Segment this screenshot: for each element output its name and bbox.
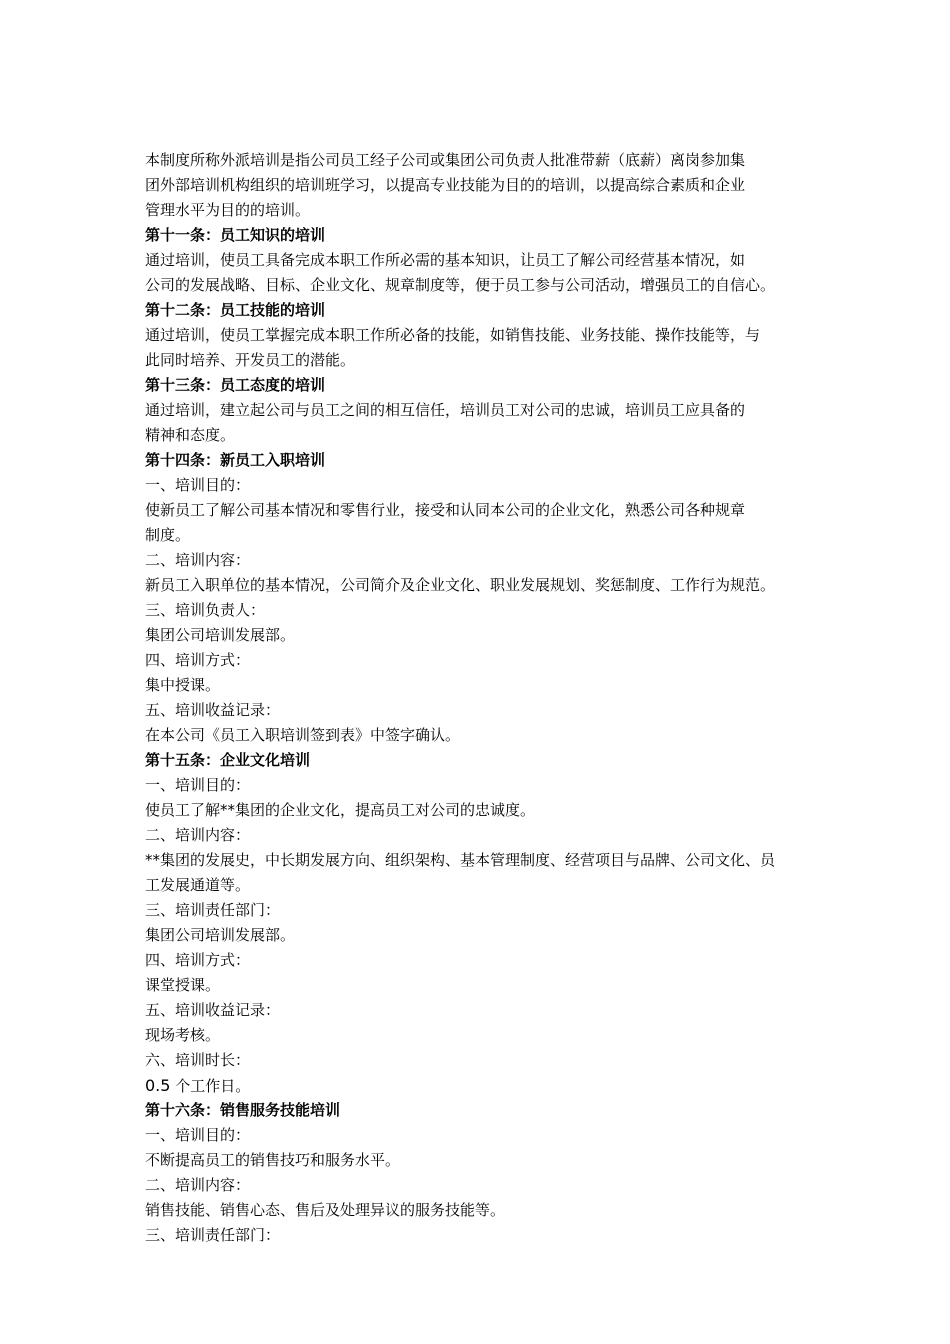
article-14-section-5-label: 五、培训收益记录： (145, 701, 281, 719)
intro-line-1: 本制度所称外派培训是指公司员工经子公司或集团公司负责人批准带薪（底薪）离岗参加集 (145, 151, 746, 169)
training-duration-unit: 个工作日。 (170, 1077, 251, 1095)
article-13-heading: 第十三条：员工态度的培训 (145, 376, 326, 394)
article-12-line-2: 此同时培养、开发员工的潜能。 (145, 351, 356, 369)
intro-line-2: 团外部培训机构组织的培训班学习，以提高专业技能为目的的培训，以提高综合素质和企业 (145, 176, 746, 194)
article-12-heading: 第十二条：员工技能的培训 (145, 301, 326, 319)
article-14-section-1-line-2: 制度。 (145, 526, 191, 544)
intro-line-3: 管理水平为目的的培训。 (145, 201, 311, 219)
article-15-section-1-label: 一、培训目的： (145, 776, 251, 794)
article-14-section-2-text: 新员工入职单位的基本情况，公司简介及企业文化、职业发展规划、奖惩制度、工作行为规范。 (145, 576, 776, 594)
article-16-section-2-label: 二、培训内容： (145, 1176, 251, 1194)
article-16-section-2-text: 销售技能、销售心态、售后及处理异议的服务技能等。 (145, 1201, 506, 1219)
training-duration-value: 0.5 (145, 1076, 171, 1095)
article-15-section-3-text: 集团公司培训发展部。 (145, 926, 296, 944)
article-15-section-5-text: 现场考核。 (145, 1026, 221, 1044)
document-page (145, 148, 825, 1248)
article-14-heading: 第十四条：新员工入职培训 (145, 451, 326, 469)
article-15-section-6-label: 六、培训时长： (145, 1051, 251, 1069)
article-15-section-3-label: 三、培训责任部门： (145, 901, 281, 919)
article-15-section-2-label: 二、培训内容： (145, 826, 251, 844)
article-11-line-2: 公司的发展战略、目标、企业文化、规章制度等，便于员工参与公司活动，增强员工的自信心。 (145, 276, 776, 294)
article-15-section-1-text: 使员工了解**集团的企业文化，提高员工对公司的忠诚度。 (145, 801, 536, 819)
article-14-section-1-label: 一、培训目的： (145, 476, 251, 494)
article-14-section-1-line-1: 使新员工了解公司基本情况和零售行业，接受和认同本公司的企业文化，熟悉公司各种规章 (145, 501, 746, 519)
article-16-section-1-text: 不断提高员工的销售技巧和服务水平。 (145, 1151, 401, 1169)
article-12-line-1: 通过培训，使员工掌握完成本职工作所必备的技能，如销售技能、业务技能、操作技能等，与 (145, 326, 761, 344)
article-15-section-4-label: 四、培训方式： (145, 951, 251, 969)
article-16-section-1-label: 一、培训目的： (145, 1126, 251, 1144)
article-15-section-5-label: 五、培训收益记录： (145, 1001, 281, 1019)
article-15-section-2-line-1: **集团的发展史，中长期发展方向、组织架构、基本管理制度、经营项目与品牌、公司文化、员 (145, 851, 776, 869)
article-13-line-1: 通过培训，建立起公司与员工之间的相互信任，培训员工对公司的忠诚，培训员工应具备的 (145, 401, 746, 419)
article-14-section-2-label: 二、培训内容： (145, 551, 251, 569)
article-14-section-3-text: 集团公司培训发展部。 (145, 626, 296, 644)
article-14-section-5-text: 在本公司《员工入职培训签到表》中签字确认。 (145, 726, 461, 744)
article-15-section-6-line (145, 1073, 825, 1098)
article-13-line-2: 精神和态度。 (145, 426, 236, 444)
article-14-section-3-label: 三、培训负责人： (145, 601, 266, 619)
article-15-heading: 第十五条：企业文化培训 (145, 751, 311, 769)
article-14-section-4-label: 四、培训方式： (145, 651, 251, 669)
article-16-heading: 第十六条：销售服务技能培训 (145, 1101, 341, 1119)
article-11-line-1: 通过培训，使员工具备完成本职工作所必需的基本知识，让员工了解公司经营基本情况，如 (145, 251, 746, 269)
article-16-section-3-label: 三、培训责任部门： (145, 1226, 281, 1244)
article-15-section-2-line-2: 工发展通道等。 (145, 876, 251, 894)
article-11-heading: 第十一条：员工知识的培训 (145, 226, 326, 244)
article-14-section-4-text: 集中授课。 (145, 676, 221, 694)
article-15-section-4-text: 课堂授课。 (145, 976, 221, 994)
